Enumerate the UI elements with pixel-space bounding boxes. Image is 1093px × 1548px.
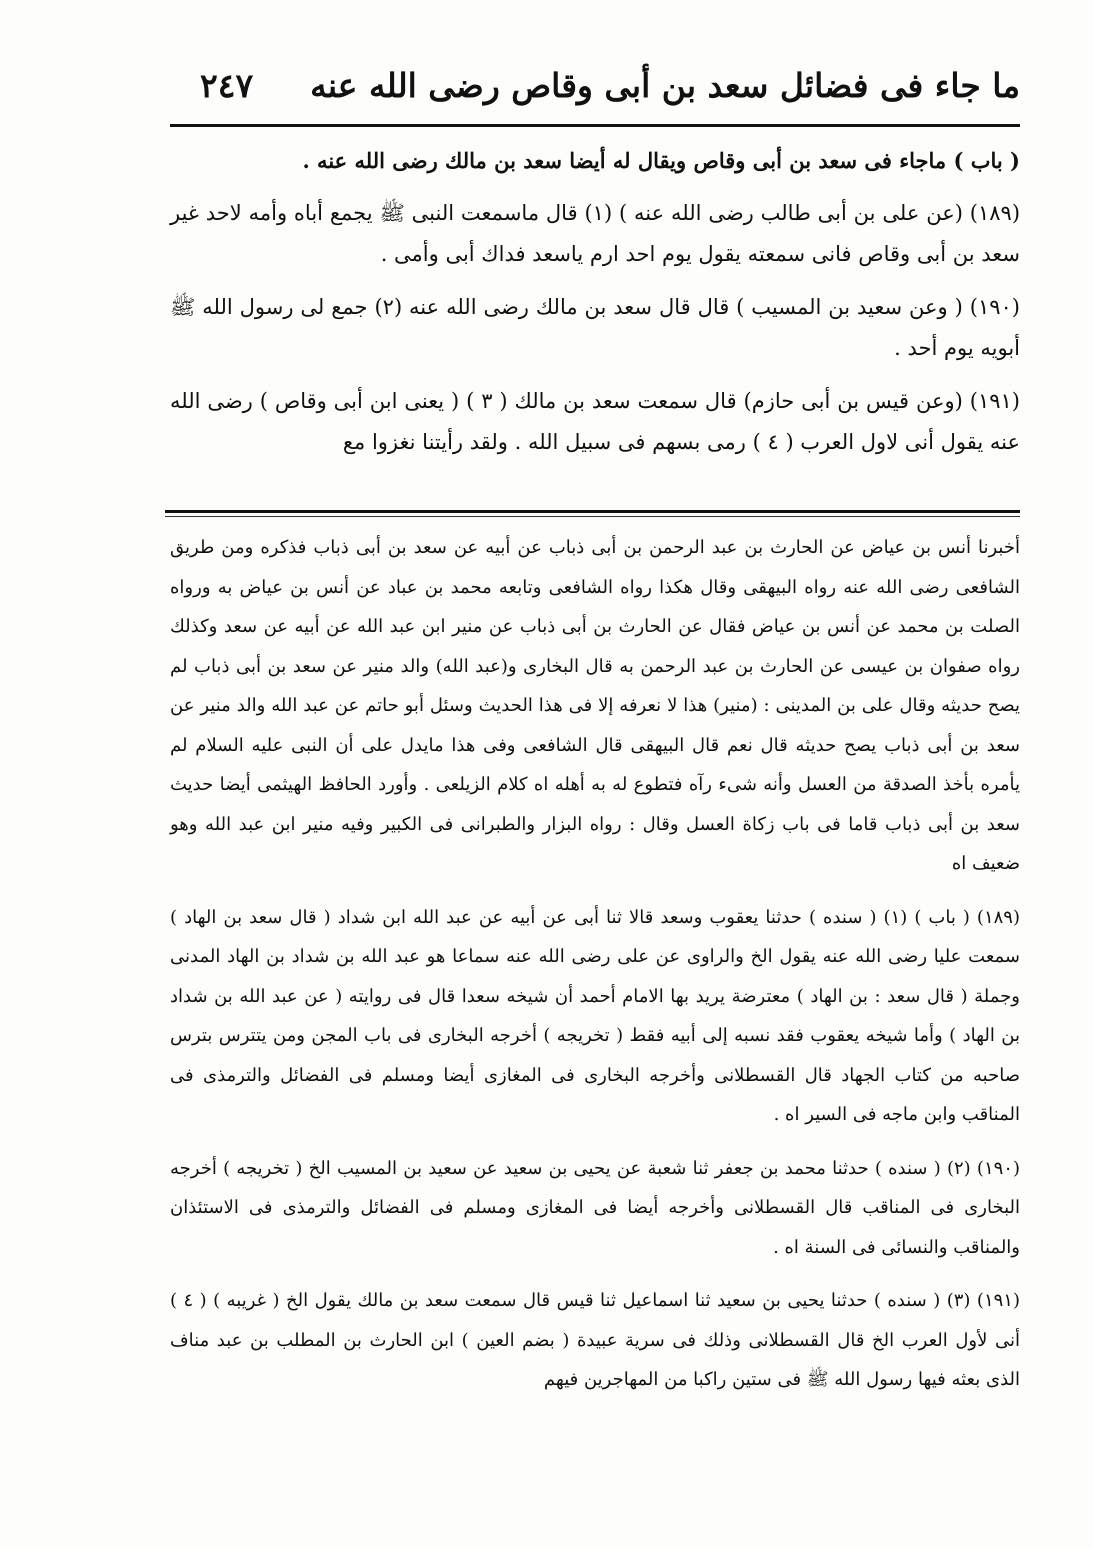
footnote-190: (١٩٠) (٢) ( سنده ) حدثنا محمد بن جعفر ثنا شعبة عن يحيى بن سعيد عن سعيد بن المسيب الخ ( تخريجه ) أخرجه البخارى فى المناقب قال القسطلانى وأخرجه أيضا فى المغازى ومسلم فى الفضائل والترمذى فى الاستئذان والمناقب والنسائى فى السنة اه .: [170, 1157, 1020, 1258]
footnote-separator-rule: [165, 510, 1020, 513]
footnote-189: (١٨٩) ( باب ) (١) ( سنده ) حدثنا يعقوب وسعد قالا ثنا أبى عن أبيه عن عبد الله ابن شداد ( قال سعد بن الهاد ) سمعت عليا رضى الله عنه يقول الخ والراوى عن على رضى الله عنه سماعا هو عبد الله بن شداد بن الهاد المدنى وجملة ( قال سعد : بن الهاد ) معترضة يريد بها الامام أحمد أن شيخه سعدا قال فى روايته ( عن عبد الله بن شداد بن الهاد ) وأما شيخه يعقوب فقد نسبه إلى أبيه فقط ( تخريجه ) أخرجه البخارى فى باب المجن ومن يتترس بترس صاحبه من كتاب الجهاد قال القسطلانى وأخرجه البخارى فى المغازى أيضا ومسلم فى الفضائل والترمذى فى المناقب وابن ماجه فى السير اه .: [170, 906, 1021, 1125]
header-rule: [170, 124, 1020, 127]
footnote-separator-thin-rule: [165, 516, 1020, 517]
page-header: [170, 62, 1020, 118]
running-title: ما جاء فى فضائل سعد بن أبى وقاص رضى الله عنه: [310, 66, 1020, 105]
main-text: [170, 140, 1020, 500]
hadith-190: (١٩٠) ( وعن سعيد بن المسيب ) قال قال سعد بن مالك رضى الله عنه (٢) جمع لى رسول الله ﷺ أبويه يوم أحد .: [170, 295, 1020, 360]
footnotes: [170, 528, 1020, 1528]
footnote-continued: أخبرنا أنس بن عياض عن الحارث بن عبد الرحمن بن أبى ذباب عن أبيه عن سعد بن أبى ذباب فذكره ومن طريق الشافعى رضى الله عنه رواه البيهقى وقال هكذا رواه الشافعى وتابعه محمد بن عباد عن أنس بن عياض به ورواه الصلت بن محمد عن أنس بن عياض فقال عن الحارث بن أبى ذباب عن منير ابن عبد الله عن أبيه عن سعد وكذلك رواه صفوان بن عيسى عن الحارث بن عبد الرحمن به قال البخارى و(عبد الله) والد منير عن سعد بن أبى ذباب لم يصح حديثه وقال على بن المدينى : (منير) هذا لا نعرفه إلا فى هذا الحديث وسئل أبو حاتم عن عبد الله والد منير عن سعد بن أبى ذباب يصح حديثه قال نعم قال البيهقى قال الشافعى وفى هذا مايدل على أن النبى عليه السلام لم يأمره بأخذ الصدقة من العسل وأنه شىء رآه فتطوع له به أهله اه كلام الزيلعى . وأورد الحافظ الهيثمى أيضا حديث سعد بن أبى ذباب قاما فى باب زكاة العسل وقال : رواه البزار والطبرانى فى الكبير وفيه منير ابن عبد الله وهو ضعيف اه: [170, 537, 1020, 874]
chapter-heading: ( باب ) ماجاء فى سعد بن أبى وقاص ويقال له أيضا سعد بن مالك رضى الله عنه .: [302, 148, 1020, 173]
footnote-191: (١٩١) (٣) ( سنده ) حدثنا يحيى بن سعيد ثنا اسماعيل ثنا قيس قال سمعت سعد بن مالك يقول الخ ( غريبه ) ( ٤ ) أنى لأول العرب الخ قال القسطلانى وذلك فى سرية عبيدة ( بضم العين ) ابن الحارث بن المطلب بن عبد مناف الذى بعثه فيها رسول الله ﷺ فى ستين راكبا من المهاجرين فيهم: [170, 1290, 1020, 1390]
hadith-189: (١٨٩) (عن على بن أبى طالب رضى الله عنه ) (١) قال ماسمعت النبى ﷺ يجمع أباه وأمه لاحد غير سعد بن أبى وقاص فانى سمعته يقول يوم احد ارم ياسعد فداك أبى وأمى .: [170, 201, 1021, 266]
hadith-191: (١٩١) (وعن قيس بن أبى حازم) قال سمعت سعد بن مالك ( ٣ ) ( يعنى ابن أبى وقاص ) رضى الله عنه يقول أنى لاول العرب ( ٤ ) رمى بسهم فى سبيل الله . ولقد رأيتنا نغزوا مع: [170, 389, 1020, 454]
page-number: ٢٤٧: [200, 66, 254, 105]
